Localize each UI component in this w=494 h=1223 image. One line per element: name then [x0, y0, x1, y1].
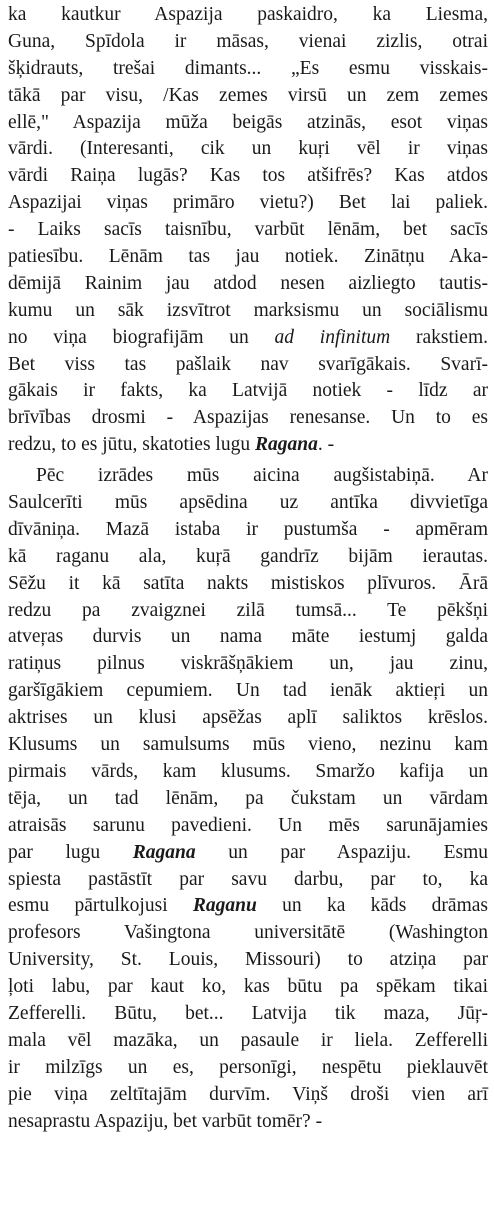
text-line: Bet viss tas pašlaik nav svarīgākais. Svarī-	[8, 353, 488, 375]
italic-phrase: ad infinitum	[274, 326, 391, 348]
play-title: Ragana	[132, 841, 196, 863]
text-line: vārdi Raiņa lugās? Kas tos atšifrēs? Kas atdos	[8, 165, 488, 187]
text-run: un ka kāds drāmas	[256, 895, 488, 917]
text-line	[8, 840, 488, 867]
text-line: garšīgākiem cepumiem. Un tad ienāk aktieŗi un	[8, 680, 488, 702]
text-line: spiesta pastāstīt par savu darbu, par to, ka	[8, 868, 488, 890]
text-line: dīvāniņa. Mazā istaba ir pustumša - apmēram	[8, 518, 488, 540]
text-line: atraisās sarunu pavedieni. Un mēs sarunājamies	[8, 814, 488, 836]
text-line: Saulcerīti mūs apsēdina uz antīka divvietīga	[8, 492, 488, 514]
text-line: šķidrauts, trešai dimants... „Es esmu visskais-	[8, 57, 488, 79]
text-line: ir milzīgs un es, personīgi, nespētu pieklauvēt	[8, 1056, 488, 1078]
text-line	[8, 432, 488, 459]
text-line: Sēžu it kā satīta nakts mistiskos plīvuros. Ārā	[8, 572, 488, 594]
text-line: kā raganu ala, kuŗā gandrīz bijām ierautas.	[8, 545, 488, 567]
paragraph-2	[8, 463, 488, 1135]
text-line: mala vēl mazāka, un pasaule ir liela. Zefferelli	[8, 1029, 488, 1051]
text-run: par lugu	[8, 841, 133, 863]
text-line: - Laiks sacīs taisnību, varbūt lēnām, bet sacīs	[8, 219, 488, 241]
text-line: ka kautkur Aspazija paskaidro, ka Liesma,	[8, 4, 488, 25]
text-run: redzu, to es jūtu, skatoties lugu	[8, 434, 255, 456]
text-line: pirmais vārds, kam klusums. Smaržo kafija un	[8, 760, 488, 782]
text-line: dēmijā Rainim jau atdod nesen aizliegto tautis-	[8, 272, 488, 294]
text-line: Guna, Spīdola ir māsas, vienai zizlis, otrai	[8, 30, 488, 52]
text-line: Zefferelli. Būtu, bet... Latvija tik maza, Jūŗ-	[8, 1002, 488, 1024]
text-line	[8, 325, 488, 352]
text-line: brīvības drosmi - Aspazijas renesanse. Un to es	[8, 407, 488, 429]
text-run: . -	[317, 434, 335, 456]
text-line	[8, 893, 488, 920]
text-line: kumu un sāk izsvītrot marksismu un sociālismu	[8, 299, 488, 321]
text-line: aktrises un klusi apsēžas aplī saliktos krēslos.	[8, 707, 488, 729]
text-line: patiesību. Lēnām tas jau notiek. Zinātņu Aka-	[8, 246, 488, 268]
play-title: Ragana	[254, 434, 318, 456]
text-line: pie viņa zeltītajām durvīm. Viņš droši vien arī	[8, 1083, 488, 1105]
text-line: atveŗas durvis un nama māte iestumj galda	[8, 626, 488, 648]
text-run: no viņa biografijām un	[8, 326, 275, 348]
text-run: esmu pārtulkojusi	[8, 895, 193, 917]
text-line: Aspazijai viņas primāro vietu?) Bet lai paliek.	[8, 192, 488, 214]
play-title: Raganu	[192, 895, 257, 917]
text-line: nesaprastu Aspaziju, bet varbūt tomēr? -	[8, 1110, 323, 1132]
text-line: Klusums un samulsums mūs vieno, nezinu kam	[8, 734, 488, 756]
text-line: vārdi. (Interesanti, cik un kuŗi vēl ir viņas	[8, 138, 488, 160]
text-line: profesors Vašingtona universitātē (Washington	[8, 922, 488, 944]
text-line: gākais ir fakts, ka Latvijā notiek - līdz ar	[8, 380, 488, 402]
text-run: rakstiem.	[390, 326, 488, 348]
text-run: un par Aspaziju. Esmu	[195, 841, 488, 863]
text-line: tēja, un tad lēnām, pa čukstam un vārdam	[8, 787, 488, 809]
text-line: ļoti labu, par kaut ko, kas būtu pa spēkam tikai	[8, 976, 488, 998]
text-line: tākā par visu, /Kas zemes virsū un zem zemes	[8, 84, 488, 106]
text-line: ellē," Aspazija mūža beigās atzinās, esot viņas	[8, 111, 488, 133]
text-line: University, St. Louis, Missouri) to atziņa par	[8, 949, 488, 971]
text-line: redzu pa zvaigznei zilā tumsā... Te pēkšņi	[8, 599, 488, 621]
text-line: Pēc izrādes mūs aicina augšistabiņā. Ar	[36, 465, 488, 487]
paragraph-1	[8, 2, 488, 459]
text-line: ratiņus pilnus viskrāšņākiem un, jau zinu,	[8, 653, 488, 675]
